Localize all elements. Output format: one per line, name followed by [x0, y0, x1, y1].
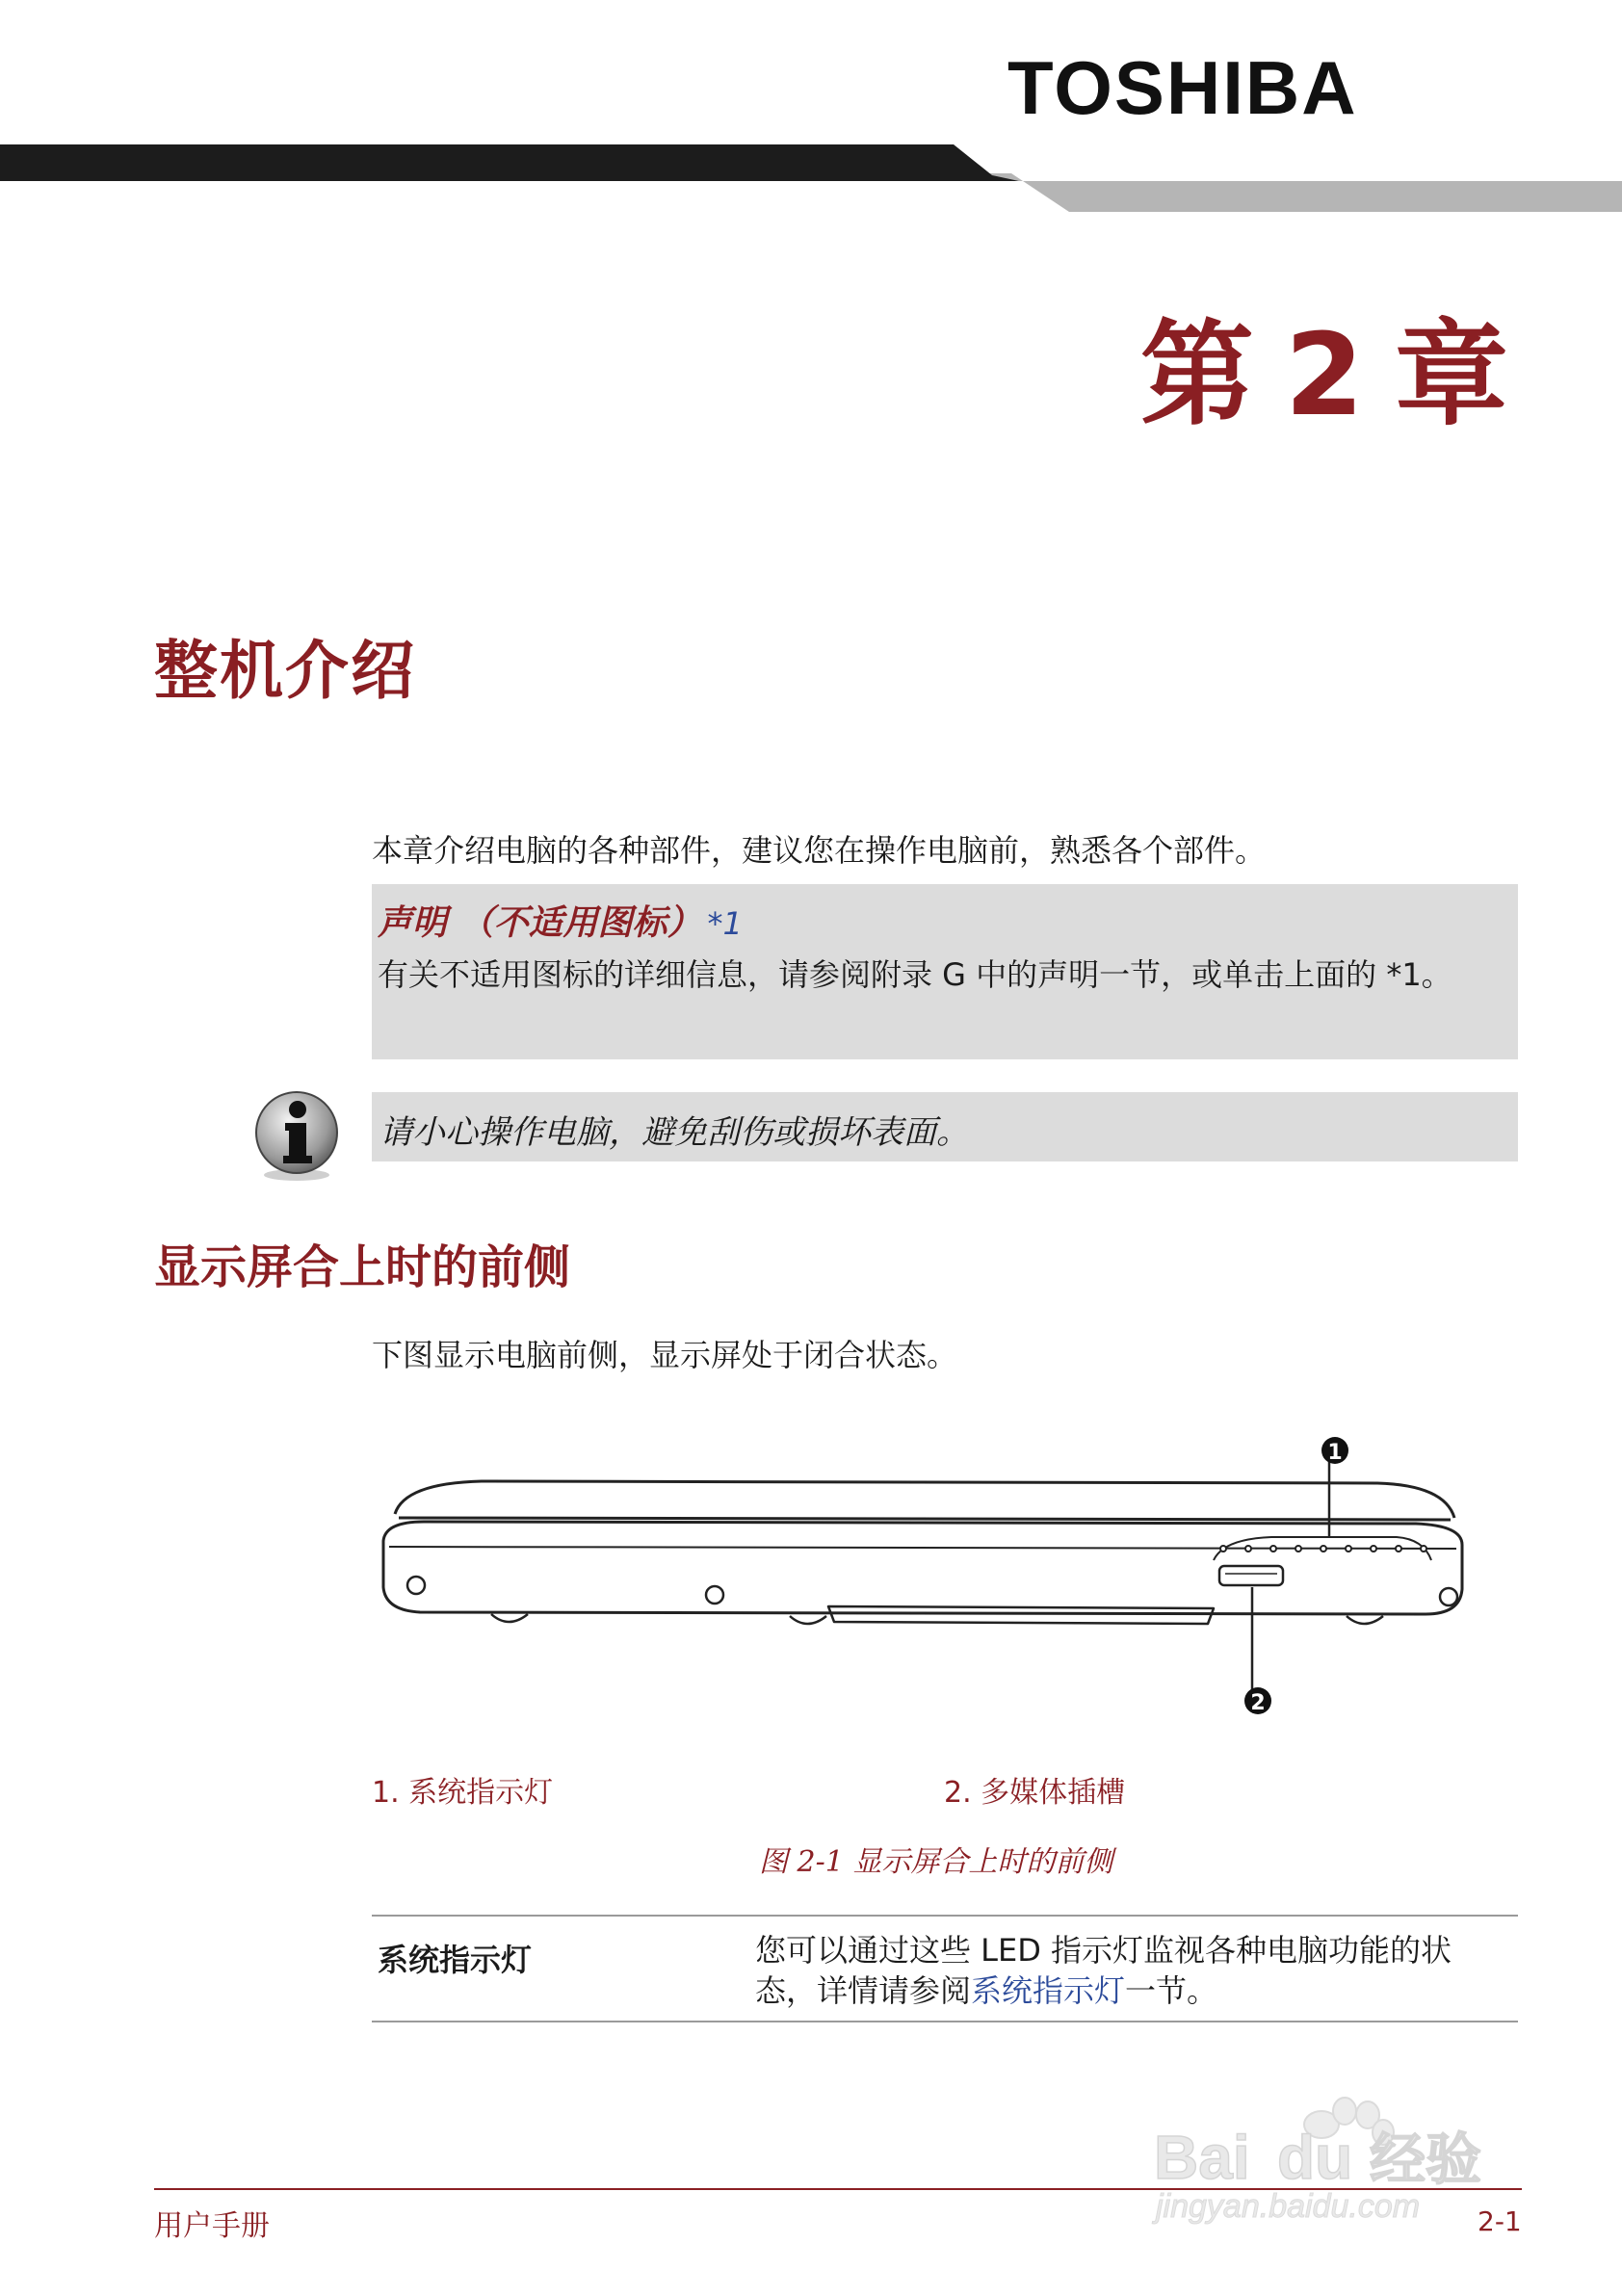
note-text: 请小心操作电脑，避免刮伤或损坏表面。	[379, 1113, 969, 1152]
callout-1-label: 1	[1327, 1441, 1343, 1465]
watermark-du: du	[1277, 2123, 1353, 2192]
baidu-watermark	[1148, 2082, 1524, 2227]
desc-text: 您可以通过这些 LED 指示灯监视各种电脑功能的状态，详情请参阅	[755, 1932, 1452, 2010]
brand-logo: TOSHIBA	[1007, 45, 1358, 130]
subsection-intro: 下图显示电脑前侧，显示屏处于闭合状态。	[372, 1337, 958, 1373]
footer-page-number: 2-1	[1478, 2205, 1522, 2237]
figure-caption: 图 2-1 显示屏合上时的前侧	[759, 1845, 1113, 1879]
legend-item-2: 2. 多媒体插槽	[944, 1776, 1126, 1810]
callout-2-label: 2	[1250, 1691, 1266, 1715]
system-indicators-link[interactable]: 系统指示灯	[971, 1972, 1126, 2010]
row-term: 系统指示灯	[378, 1942, 533, 1978]
section-title: 整机介绍	[154, 634, 416, 708]
table-row	[372, 1917, 1518, 2021]
chapter-prefix: 第	[1139, 308, 1260, 441]
chapter-heading	[1139, 308, 1514, 441]
desc-text-end: 一节。	[1125, 1972, 1218, 2010]
footer-manual-title: 用户手册	[154, 2209, 270, 2243]
info-icon	[252, 1088, 341, 1183]
watermark-url: jingyan.baidu.com	[1156, 2188, 1421, 2225]
callout-2	[1244, 1687, 1271, 1715]
watermark-bai: Bai	[1154, 2123, 1250, 2192]
definition-table	[372, 1915, 1518, 2022]
notice-ref-link[interactable]: *1	[707, 905, 743, 942]
row-description	[755, 1930, 1506, 2011]
header-band	[0, 144, 1622, 212]
watermark-jingyan: 经验	[1370, 2126, 1482, 2192]
subsection-title: 显示屏合上时的前侧	[154, 1240, 571, 1294]
notice-title-text: 声明 （不适用图标）	[378, 903, 702, 943]
notice-body: 有关不适用图标的详细信息，请参阅附录 G 中的声明一节，或单击上面的 *1。	[378, 956, 1452, 993]
intro-paragraph: 本章介绍电脑的各种部件，建议您在操作电脑前，熟悉各个部件。	[372, 832, 1267, 869]
chapter-suffix: 章	[1394, 308, 1514, 441]
chapter-number: 2	[1284, 308, 1370, 441]
table-bottom-rule	[372, 2021, 1518, 2022]
notice-title	[378, 896, 743, 945]
legend-item-1: 1. 系统指示灯	[372, 1776, 554, 1810]
laptop-front-figure	[366, 1425, 1522, 1734]
callout-1	[1321, 1437, 1348, 1465]
